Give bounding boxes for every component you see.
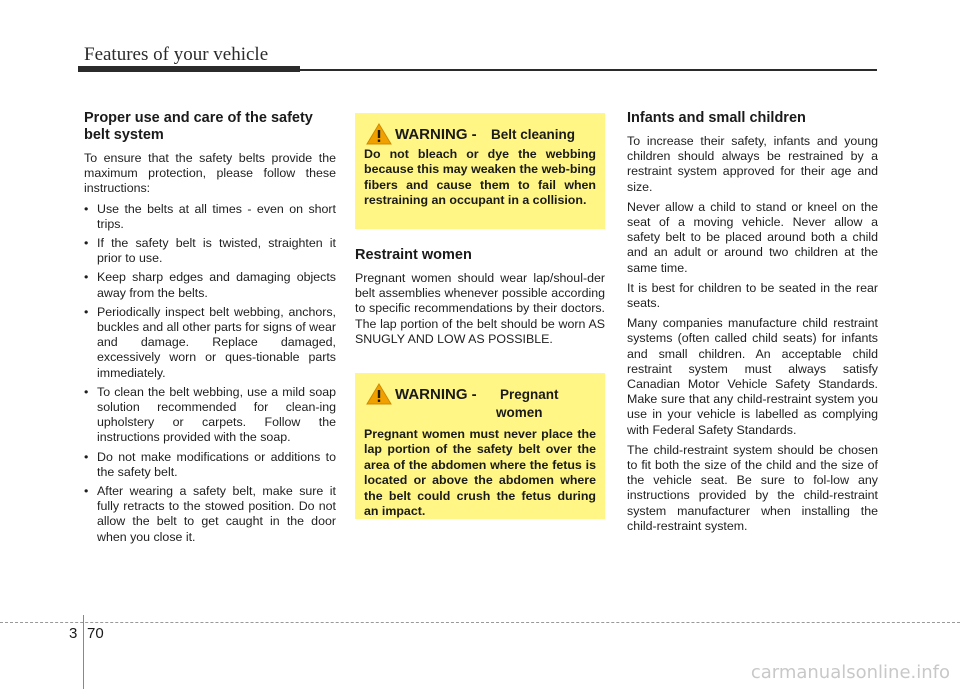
- warning-header: [364, 123, 596, 147]
- warning-box-belt-cleaning: [355, 113, 605, 229]
- infants-paragraph: Many companies manufacture child restraint systems (often called child seats) for infants and small children. An acceptable child restraint system must always satisfy Canadian Motor Vehicle Safety Standards. Make sure that any child-restraint system you use in your vehicle is labelled as complying with Federal Safety Standards.: [627, 316, 878, 437]
- warning-box-pregnant-women: [355, 373, 605, 519]
- section-heading-infants: Infants and small children: [627, 110, 806, 126]
- infants-paragraph: The child-restraint system should be chosen to fit both the size of the child and the size of the vehicle seat. Be sure to fol-low any instructions provided by the child-restraint system manufacturer when installing the child-restraint system.: [627, 442, 878, 533]
- bullet-icon: •: [84, 304, 89, 319]
- column-infants-children: [627, 110, 878, 539]
- footer-divider: [83, 615, 84, 689]
- bullet-icon: •: [84, 449, 89, 464]
- warning-label: WARNING -: [395, 126, 477, 143]
- belt-care-list: [84, 202, 336, 545]
- bullet-icon: •: [84, 201, 89, 216]
- warning-body: Pregnant women must never place the lap portion of the safety belt over the area of the abdomen where the fetus is located or above the abdomen where the belt could crush the fetus during an impact.: [364, 427, 596, 519]
- warning-label: WARNING -: [395, 386, 477, 403]
- belt-care-intro: To ensure that the safety belts provide the maximum protection, please follow these instructions:: [84, 151, 336, 196]
- bullet-icon: •: [84, 236, 89, 251]
- warning-body: Do not bleach or dye the webbing because this may weaken the web-bing fibers and cause them to fail when restraining an occupant in a collision.: [364, 147, 596, 208]
- footer-dashed-rule: [0, 622, 960, 623]
- list-item: • Periodically inspect belt webbing, anchors, buckles and all other parts for signs of wear and damage. Replace damaged, excessively worn or ques-tionable parts immediately.: [84, 304, 336, 380]
- list-item: • After wearing a safety belt, make sure it fully retracts to the stowed position. Do not allow the belt to get caught in the door when you close it.: [84, 484, 336, 544]
- header-rule-thick: [78, 66, 300, 72]
- bullet-icon: •: [84, 270, 89, 285]
- warning-subject-line2: women: [496, 405, 543, 420]
- column-restraint-women: [355, 247, 605, 352]
- list-item: • Keep sharp edges and damaging objects away from the belts.: [84, 270, 336, 300]
- infants-paragraph: Never allow a child to stand or kneel on the seat of a moving vehicle. Never allow a safety belt to be placed around both a child and an adult or around two children at the same time.: [627, 199, 878, 275]
- restraint-women-body: Pregnant women should wear lap/shoul-der belt assemblies whenever possible according to specific recommendations by their doctors. The lap portion of the belt should be worn AS SNUGLY AND LOW AS POSSIBLE.: [355, 271, 605, 346]
- warning-triangle-icon: [366, 383, 392, 405]
- warning-subject: Belt cleaning: [491, 127, 576, 142]
- bullet-icon: •: [84, 384, 89, 399]
- page-number: 70: [87, 625, 104, 642]
- section-heading-restraint-women: Restraint women: [355, 247, 472, 263]
- watermark: carmanualsonline.info: [750, 662, 950, 683]
- warning-subject-line1: Pregnant: [500, 387, 559, 402]
- list-item: • Use the belts at all times - even on short trips.: [84, 201, 336, 231]
- column-safety-belt-care: [84, 110, 336, 549]
- chapter-number: 3: [69, 625, 78, 642]
- infants-paragraph: To increase their safety, infants and young children should always be restrained by a restraint system approved for their age and size.: [627, 134, 878, 194]
- header-rule-thin: [300, 69, 877, 71]
- section-heading-belt-care: Proper use and care of the safety belt system: [84, 110, 313, 143]
- infants-paragraph: It is best for children to be seated in the rear seats.: [627, 280, 878, 311]
- list-item: • If the safety belt is twisted, straighten it prior to use.: [84, 236, 336, 266]
- warning-triangle-icon: [366, 123, 392, 145]
- page-header-title: Features of your vehicle: [84, 44, 269, 65]
- warning-header: [364, 383, 596, 427]
- bullet-icon: •: [84, 484, 89, 499]
- list-item: • To clean the belt webbing, use a mild soap solution recommended for clean-ing upholstery or carpets. Follow the instructions provided with the soap.: [84, 384, 336, 445]
- list-item: • Do not make modifications or additions to the safety belt.: [84, 449, 336, 479]
